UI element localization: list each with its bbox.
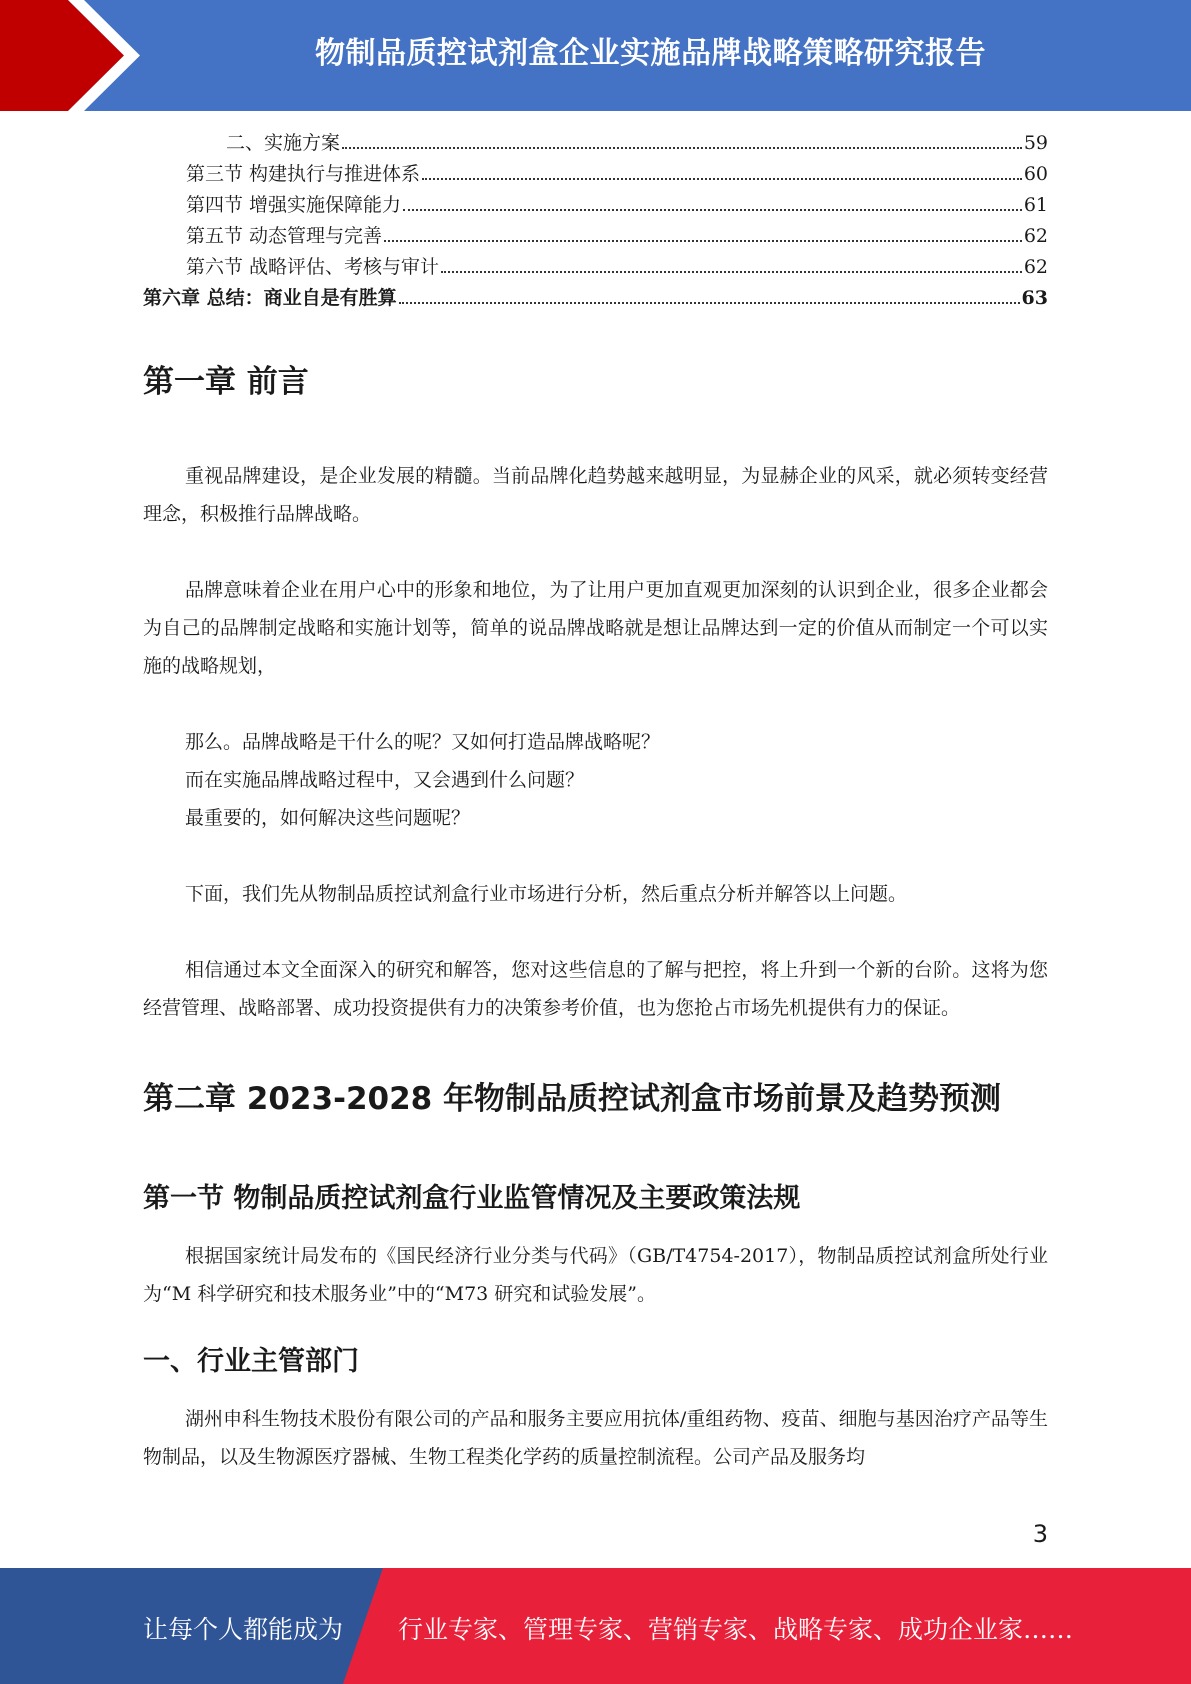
toc-entry-label: 第三节 构建执行与推进体系 [186,163,421,185]
toc-leader-dots [384,239,1022,242]
toc-entry-label: 二、实施方案 [226,132,341,154]
chapter1-question: 而在实施品牌战略过程中，又会遇到什么问题？ [185,769,585,791]
chapter1-paragraph: 品牌意味着企业在用户心中的形象和地位，为了让用户更加直观更加深刻的认识到企业，很多企业都会为自己的品牌制定战略和实施计划等，简单的说品牌战略就是想让品牌达到一定的价值从而制定一个可以实施的战略规划， [143,579,1048,677]
table-of-contents [143,128,1048,314]
header-arrow-icon [0,0,150,111]
chapter1-title: 第一章 前言 [143,364,309,400]
toc-entry-page: 63 [1021,287,1048,309]
header-title: 物制品质控试剂盒企业实施品牌战略策略研究报告 [315,36,986,71]
chapter2-title: 第二章 2023-2028 年物制品质控试剂盒市场前景及趋势预测 [143,1081,1002,1117]
toc-entry[interactable] [143,190,1048,221]
section-paragraph: 根据国家统计局发布的《国民经济行业分类与代码》（GB/T4754-2017），物制品质控试剂盒所处行业为“M 科学研究和技术服务业”中的“M73 研究和试验发展”。 [143,1245,1048,1305]
toc-leader-dots [399,301,1020,304]
subsection-title: 一、行业主管部门 [143,1346,359,1377]
document-body [143,350,1048,1476]
toc-entry[interactable] [143,159,1048,190]
chapter1-question: 最重要的，如何解决这些问题呢？ [185,807,471,829]
toc-entry[interactable] [143,252,1048,283]
toc-leader-dots [403,208,1022,211]
toc-entry-page: 59 [1023,132,1048,154]
toc-entry-page: 62 [1023,256,1048,278]
subsection-paragraph: 湖州申科生物技术股份有限公司的产品和服务主要应用抗体/重组药物、疫苗、细胞与基因治疗产品等生物制品，以及生物源医疗器械、生物工程类化学药的质量控制流程。公司产品及服务均 [143,1408,1048,1468]
page-number: 3 [1032,1520,1048,1548]
chapter1-paragraph: 相信通过本文全面深入的研究和解答，您对这些信息的了解与把控，将上升到一个新的台阶。这将为您经营管理、战略部署、成功投资提供有力的决策参考价值，也为您抢占市场先机提供有力的保证。 [143,959,1048,1019]
toc-entry-label: 第四节 增强实施保障能力 [186,194,402,216]
toc-leader-dots [422,177,1022,180]
toc-leader-dots [441,270,1022,273]
footer-bar [0,1568,1191,1684]
toc-entry-label: 第五节 动态管理与完善 [186,225,383,247]
toc-entry[interactable] [143,283,1048,314]
footer-slogan-right: 行业专家、管理专家、营销专家、战略专家、成功企业家…… [398,1615,1074,1644]
toc-leader-dots [342,146,1022,149]
header-bar [0,0,1191,111]
chapter1-question: 那么。品牌战略是干什么的呢？又如何打造品牌战略呢？ [185,731,661,753]
toc-entry[interactable] [143,128,1048,159]
toc-entry[interactable] [143,221,1048,252]
chapter1-paragraph: 下面，我们先从物制品质控试剂盒行业市场进行分析，然后重点分析并解答以上问题。 [185,883,908,905]
toc-entry-page: 62 [1023,225,1048,247]
toc-entry-label: 第六节 战略评估、考核与审计 [186,256,440,278]
toc-entry-page: 61 [1023,194,1048,216]
section-title: 第一节 物制品质控试剂盒行业监管情况及主要政策法规 [143,1183,801,1214]
chapter1-paragraph: 重视品牌建设，是企业发展的精髓。当前品牌化趋势越来越明显，为显赫企业的风采，就必须转变经营理念，积极推行品牌战略。 [143,465,1048,525]
toc-entry-label: 第六章 总结：商业自是有胜算 [143,287,397,309]
footer-slogan-left: 让每个人都能成为 [143,1615,344,1644]
toc-entry-page: 60 [1023,163,1048,185]
